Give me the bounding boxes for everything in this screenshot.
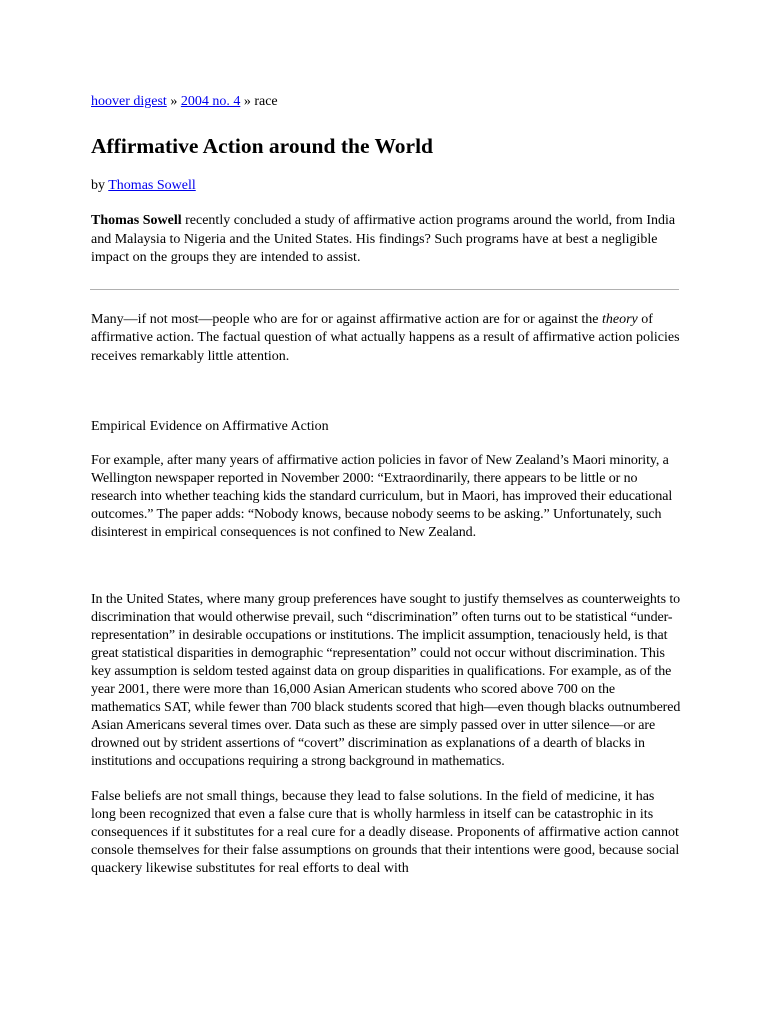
body-paragraph-1: For example, after many years of affirmative action policies in favor of New Zealand’s Maori minority, a Wellington newspaper reported in November 2000: “Extraordinarily, there appears to be little or no research into whether teaching kids the standard curriculum, but in Maori, has improved their educational outcomes.” The paper adds: “Nobody knows, because nobody seems to be asking.” Unfortunately, such disinterest in empirical consequences is not confined to New Zealand. xyxy=(91,453,673,540)
article-container xyxy=(91,93,681,878)
body-paragraph-3: False beliefs are not small things, because they lead to false solutions. In the field of medicine, it has long been recognized that even a false cure that is wholly harmless in itself can be catastrophic in its consequences if it substitutes for a real cure for a deadly disease. Proponents of affirmative action cannot console themselves for their false assumptions on grounds that their intentions were good, because social quackery likewise substitutes for real efforts to deal with xyxy=(91,789,680,876)
intro-paragraph xyxy=(91,311,681,367)
breadcrumb xyxy=(91,93,681,111)
breadcrumb-link-hoover-digest[interactable]: hoover digest xyxy=(91,94,167,109)
breadcrumb-link-issue[interactable]: 2004 no. 4 xyxy=(180,94,241,109)
summary-text: recently concluded a study of affirmative action programs around the world, from India and Malaysia to Nigeria and the United States. His findings? Such programs have at best a negligible impact on the groups they are intended to assist. xyxy=(91,213,676,265)
intro-text-before: Many—if not most—people who are for or against affirmative action are for or against the xyxy=(91,311,602,327)
breadcrumb-current-section: race xyxy=(254,94,278,109)
body-paragraph-2: In the United States, where many group preferences have sought to justify themselves as counterweights to discrimination that would otherwise prevail, such “discrimination” often turns out to be statistical “under-representation” in desirable occupations or institutions. The implicit assumption, tenaciously held, is that great statistical disparities in demographic “representation” could not occur without discrimination. This key assumption is seldom tested against data on group disparities in qualifications. For example, as of the year 2001, there were more than 16,000 Asian American students who scored above 700 on the mathematics SAT, while fewer than 700 black students scored that high—even though blacks outnumbered Asian Americans several times over. Data such as these are simply passed over in utter silence—or are drowned out by strident assertions of “covert” discrimination as explanations of a dearth of blacks in institutions and occupations requiring a strong background in mathematics. xyxy=(91,592,681,769)
breadcrumb-separator: » xyxy=(240,94,255,109)
intro-text-after: of affirmative action. The factual question of what actually happens as a result of affirmative action policies receives remarkably little attention. xyxy=(91,311,680,364)
horizontal-divider xyxy=(90,289,679,290)
breadcrumb-separator: » xyxy=(166,94,181,109)
article-title: Affirmative Action around the World xyxy=(91,134,434,158)
intro-italic-word: theory xyxy=(601,311,638,327)
author-link[interactable]: Thomas Sowell xyxy=(108,178,196,193)
article-summary xyxy=(91,212,681,268)
byline-prefix: by xyxy=(91,178,109,193)
byline xyxy=(91,177,681,195)
summary-author-name: Thomas Sowell xyxy=(91,213,182,228)
section-heading: Empirical Evidence on Affirmative Action xyxy=(91,419,329,434)
